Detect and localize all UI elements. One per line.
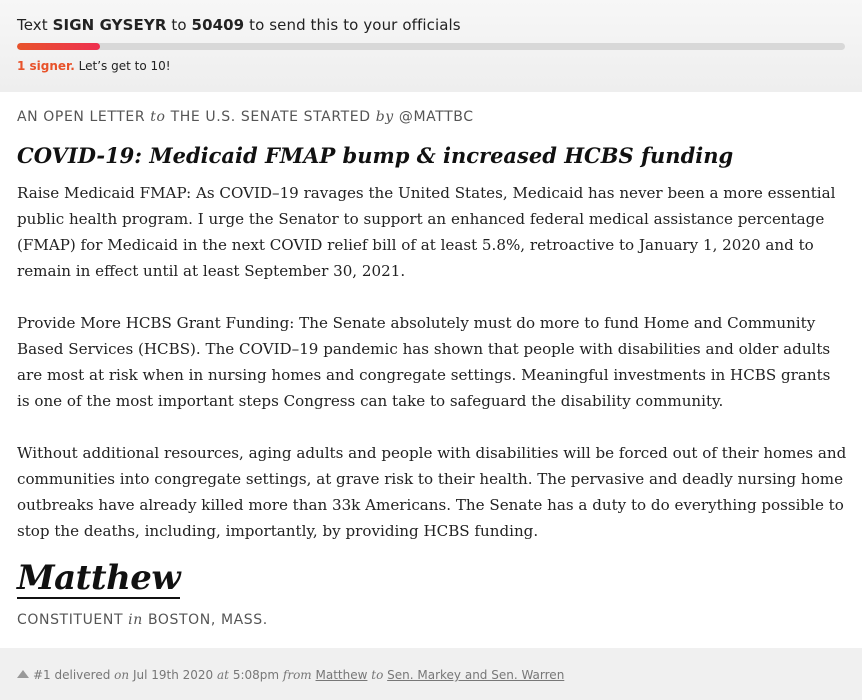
footer-to: to: [371, 668, 384, 682]
text-to-sign-instructions: [17, 16, 461, 34]
byline-author-link[interactable]: @MATTBC: [398, 109, 474, 125]
delivery-label: #1 delivered: [33, 668, 111, 682]
constituent-label: CONSTITUENT: [17, 612, 124, 628]
letter-paragraph: Provide More HCBS Grant Funding: The Senate absolutely must do more to fund Home and Community Based Services (HCBS). The COVID–19 pandemic has shown that people with disabilities and older adults are most at risk when in nursing homes and congregate settings. Meaningful investments in HCBS grants is one of the most important steps Congress can take to safeguard the disability community.: [17, 314, 831, 410]
footer-on: on: [114, 668, 130, 682]
recipients-link[interactable]: Sen. Markey and Sen. Warren: [387, 668, 565, 682]
signature: Matthew: [17, 558, 181, 598]
signer-status: [17, 59, 171, 73]
sender-link[interactable]: Matthew: [315, 668, 368, 682]
upvote-triangle-icon[interactable]: [17, 670, 29, 678]
signer-progress-fill: [17, 43, 100, 50]
delivery-date: Jul 19th 2020: [132, 668, 214, 682]
constituent-line: [17, 612, 268, 628]
constituent-in: in: [128, 612, 143, 628]
signer-progress-bar: [17, 43, 845, 50]
delivery-time: 5:08pm: [232, 668, 280, 682]
letter-byline: [17, 109, 474, 125]
cta-prefix: Text: [17, 16, 48, 34]
sign-code: SIGN GYSEYR: [52, 16, 167, 34]
cta-suffix: to send this to your officials: [249, 16, 461, 34]
constituent-location: BOSTON, MASS.: [147, 612, 268, 628]
top-banner: [0, 0, 862, 92]
byline-open-letter: AN OPEN LETTER: [17, 109, 146, 125]
signer-count: 1 signer.: [17, 59, 75, 73]
delivery-footer: [17, 668, 564, 682]
letter-title: COVID-19: Medicaid FMAP bump & increased HCBS funding: [17, 143, 734, 168]
signer-goal: Let’s get to 10!: [78, 59, 171, 73]
letter-card: [0, 92, 862, 648]
cta-to: to: [171, 16, 187, 34]
byline-to: to: [150, 109, 166, 125]
letter-paragraph: Without additional resources, aging adults and people with disabilities will be forced out of their homes and communities into congregate settings, at grave risk to their health. The pervasive and deadly nursing home outbreaks have already killed more than 33k Americans. The Senate has a duty to do everything possible to stop the deaths, including, importantly, by providing HCBS funding.: [17, 444, 847, 540]
sms-number: 50409: [191, 16, 245, 34]
byline-by: by: [375, 109, 394, 125]
letter-body: [17, 180, 847, 570]
byline-recipient: THE U.S. SENATE STARTED: [170, 109, 371, 125]
footer-from: from: [282, 668, 312, 682]
letter-paragraph: Raise Medicaid FMAP: As COVID–19 ravages the United States, Medicaid has never been a more essential public health program. I urge the Senator to support an enhanced federal medical assistance percentage (FMAP) for Medicaid in the next COVID relief bill of at least 5.8%, retroactive to January 1, 2020 and to remain in effect until at least September 30, 2021.: [17, 184, 836, 280]
footer-at: at: [217, 668, 229, 682]
